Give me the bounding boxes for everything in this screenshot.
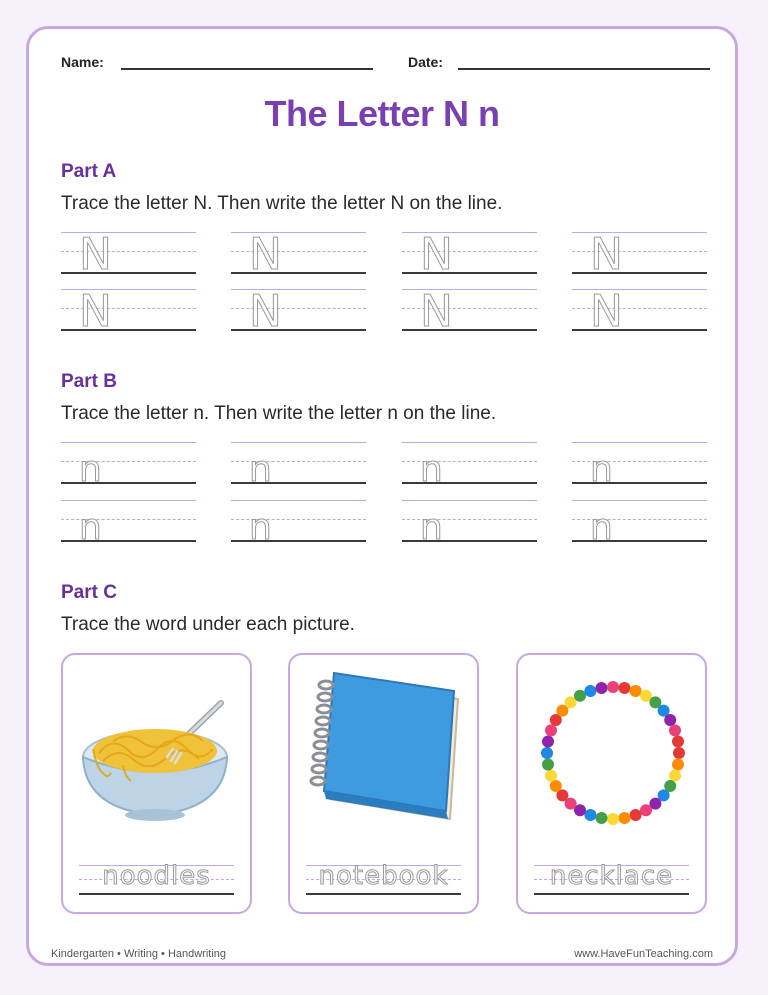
necklace-bead: [542, 759, 554, 771]
date-field[interactable]: [458, 68, 710, 70]
necklace-bead: [669, 770, 681, 782]
date-label: Date:: [408, 54, 444, 70]
picture-card-necklace: [516, 653, 707, 914]
notebook-icon: [300, 669, 470, 834]
necklace-bead: [574, 690, 586, 702]
trace-cell-lower[interactable]: [402, 442, 537, 490]
trace-cell-lower[interactable]: [61, 500, 196, 548]
trace-letter: n: [249, 507, 272, 548]
trace-letter: N: [590, 286, 623, 337]
name-field[interactable]: [121, 68, 373, 70]
necklace-bead: [596, 812, 608, 824]
trace-letter: N: [420, 286, 453, 337]
trace-letter: n: [420, 507, 443, 548]
trace-cell-lower[interactable]: [61, 442, 196, 490]
necklace-bead: [584, 809, 596, 821]
trace-cell-lower[interactable]: [402, 500, 537, 548]
trace-cell-lower[interactable]: [231, 442, 366, 490]
trace-cell-upper[interactable]: [402, 286, 537, 337]
necklace-bead: [541, 747, 553, 759]
necklace-bead: [664, 714, 676, 726]
necklace-bead: [630, 809, 642, 821]
necklace-bead: [542, 736, 554, 748]
trace-letter: n: [590, 507, 613, 548]
part-b-instruction: Trace the letter n. Then write the letter n on the line.: [61, 403, 497, 424]
part-a-instruction: Trace the letter N. Then write the letter N on the line.: [61, 193, 503, 214]
necklace-bead: [640, 804, 652, 816]
trace-letter: N: [420, 229, 453, 280]
necklace-bead: [673, 747, 685, 759]
necklace-bead: [596, 682, 608, 694]
necklace-bead: [545, 724, 557, 736]
necklace-bead: [619, 682, 631, 694]
trace-cell-upper[interactable]: [231, 229, 366, 280]
page-title: The Letter N n: [264, 93, 500, 134]
trace-letter: n: [420, 449, 443, 490]
necklace-bead: [672, 759, 684, 771]
trace-cell-upper[interactable]: [61, 286, 196, 337]
trace-letter: N: [79, 286, 112, 337]
trace-word-necklace[interactable]: necklace: [549, 861, 674, 891]
noodles-bowl-icon: [73, 669, 243, 834]
part-c-instruction: Trace the word under each picture.: [61, 614, 355, 635]
trace-letter: N: [590, 229, 623, 280]
part-a-title: Part A: [61, 161, 117, 182]
necklace-icon: [528, 669, 698, 834]
trace-word-notebook[interactable]: notebook: [318, 861, 449, 891]
trace-letter: N: [79, 229, 112, 280]
trace-cell-upper[interactable]: [231, 286, 366, 337]
name-label: Name:: [61, 54, 104, 70]
picture-card-notebook: [288, 653, 479, 914]
necklace-bead: [619, 812, 631, 824]
trace-letter: N: [249, 286, 282, 337]
trace-cell-lower[interactable]: [572, 442, 707, 490]
trace-letter: n: [79, 507, 102, 548]
necklace-bead: [584, 685, 596, 697]
trace-letter: n: [79, 449, 102, 490]
footer-website[interactable]: www.HaveFunTeaching.com: [574, 948, 713, 960]
trace-letter: n: [249, 449, 272, 490]
part-b-title: Part B: [61, 371, 117, 392]
picture-card-noodles: [61, 653, 252, 914]
necklace-bead: [672, 736, 684, 748]
footer-tags: Kindergarten • Writing • Handwriting: [51, 948, 227, 960]
trace-cell-lower[interactable]: [231, 500, 366, 548]
necklace-bead: [607, 813, 619, 825]
necklace-bead: [545, 770, 557, 782]
trace-cell-lower[interactable]: [572, 500, 707, 548]
part-c-title: Part C: [61, 582, 117, 603]
necklace-bead: [630, 685, 642, 697]
trace-word-noodles[interactable]: noodles: [102, 861, 211, 891]
trace-cell-upper[interactable]: [402, 229, 537, 280]
necklace-bead: [550, 780, 562, 792]
trace-cell-upper[interactable]: [572, 229, 707, 280]
trace-cell-upper[interactable]: [61, 229, 196, 280]
trace-letter: n: [590, 449, 613, 490]
necklace-bead: [607, 681, 619, 693]
necklace-bead: [669, 724, 681, 736]
trace-letter: N: [249, 229, 282, 280]
worksheet: [26, 26, 738, 966]
trace-cell-upper[interactable]: [572, 286, 707, 337]
